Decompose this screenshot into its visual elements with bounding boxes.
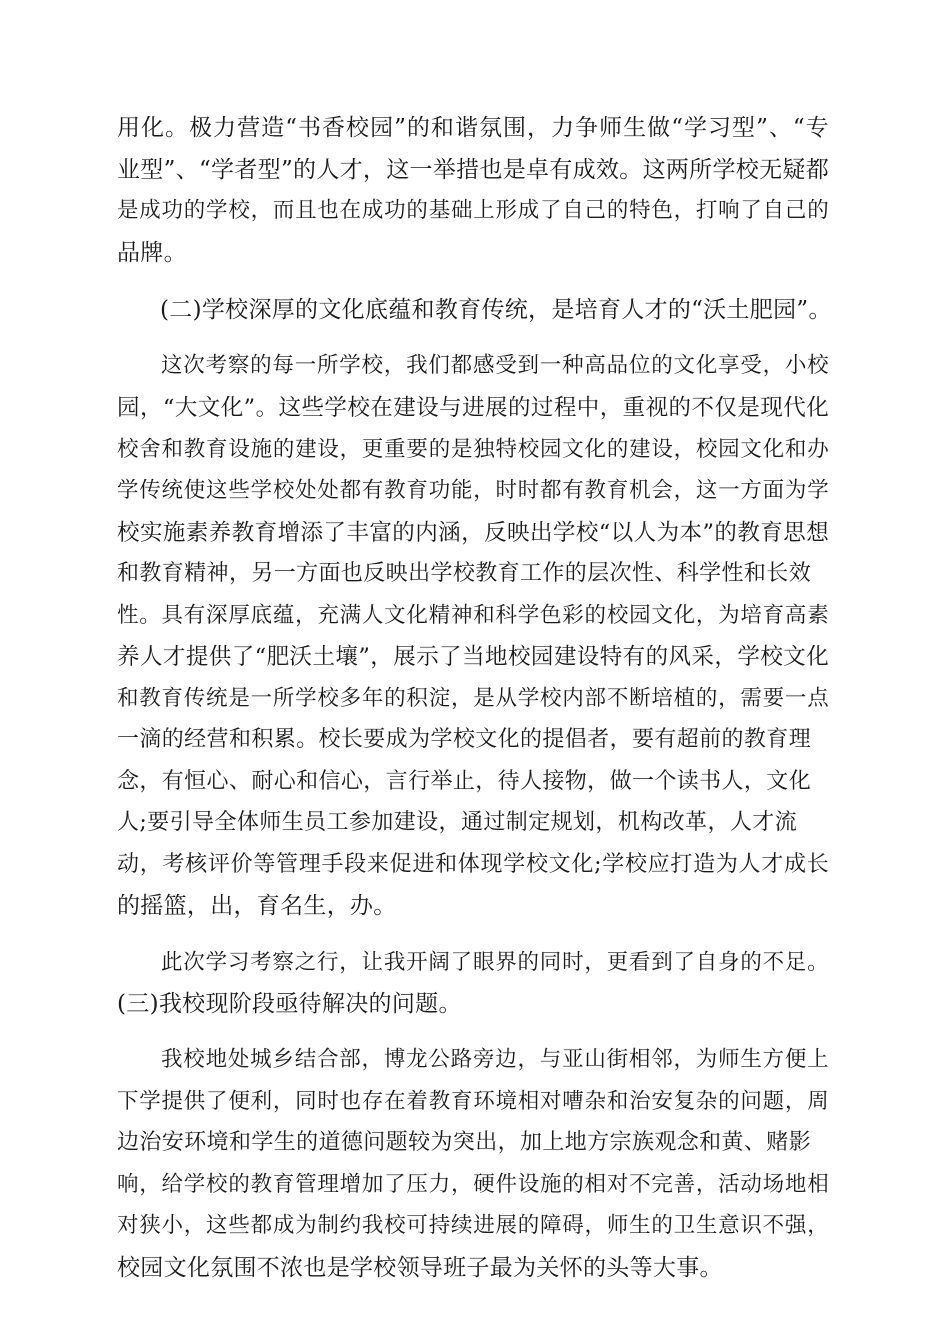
text-line: 下学提供了便利，同时也存在着教育环境相对嘈杂和治安复杂的问题，周 (117, 1089, 829, 1114)
text-line: 和教育传统是一所学校多年的积淀，是从学校内部不断培植的，需要一点 (117, 686, 829, 711)
text-line: 响，给学校的教育管理增加了压力，硬件设施的相对不完善，活动场地相 (117, 1172, 829, 1197)
text-line: 边治安环境和学生的道德问题较为突出，加上地方宗族观念和黄、赌影 (117, 1130, 811, 1155)
text-line: 学传统使这些学校处处都有教育功能，时时都有教育机会，这一方面为学 (117, 478, 829, 503)
text-line: 品牌。 (117, 240, 187, 266)
text-line: 性。具有深厚底蕴，充满人文化精神和科学色彩的校园文化，为培育高素 (117, 603, 829, 628)
text-line: 人;要引导全体师生员工参加建设，通过制定规划，机构改革，人才流 (117, 810, 797, 835)
text-line: 园，“大文化”。这些学校在建设与进展的过程中，重视的不仅是现代化 (117, 395, 829, 421)
text-line: 动，考核评价等管理手段来促进和体现学校文化;学校应打造为人才成长 (117, 852, 829, 877)
text-line: 对狭小，这些都成为制约我校可持续进展的障碍，师生的卫生意识不强， (117, 1213, 829, 1238)
section-heading: (三)我校现阶段亟待解决的问题。 (117, 991, 462, 1017)
text-line: 业型”、“学者型”的人才，这一举措也是卓有成效。这两所学校无疑都 (117, 157, 829, 183)
text-line: 此次学习考察之行，让我开阔了眼界的同时，更看到了自身的不足。 (161, 950, 829, 975)
text-line: 的摇篮，出，育名生，办。 (117, 893, 397, 919)
text-line: 和教育精神，另一方面也反映出学校教育工作的层次性、科学性和长效 (117, 561, 811, 586)
text-line: 校实施素养教育增添了丰富的内涵，反映出学校“以人为本”的教育思想 (117, 520, 829, 546)
text-line: 念，有恒心、耐心和信心，言行举止，待人接物，做一个读书人，文化 (117, 769, 811, 794)
section-heading: (二)学校深厚的文化底蕴和教育传统，是培育人才的“沃土肥园”。 (160, 297, 832, 323)
text-line: 养人才提供了“肥沃土壤”，展示了当地校园建设特有的风采，学校文化 (117, 644, 829, 670)
text-line: 一滴的经营和积累。校长要成为学校文化的提倡者，要有超前的教育理 (117, 727, 811, 752)
text-line: 校园文化氛围不浓也是学校领导班子最为关怀的头等大事。 (117, 1255, 723, 1281)
text-line: 我校地处城乡结合部，博龙公路旁边，与亚山街相邻，为师生方便上 (161, 1047, 829, 1072)
text-line: 校舍和教育设施的建设，更重要的是独特校园文化的建设，校园文化和办 (117, 437, 829, 462)
text-line: 用化。极力营造“书香校园”的和谐氛围，力争师生做“学习型”、“专 (117, 115, 829, 141)
text-line: 这次考察的每一所学校，我们都感受到一种高品位的文化享受，小校 (161, 353, 829, 378)
text-line: 是成功的学校，而且也在成功的基础上形成了自己的特色，打响了自己的 (117, 198, 829, 223)
